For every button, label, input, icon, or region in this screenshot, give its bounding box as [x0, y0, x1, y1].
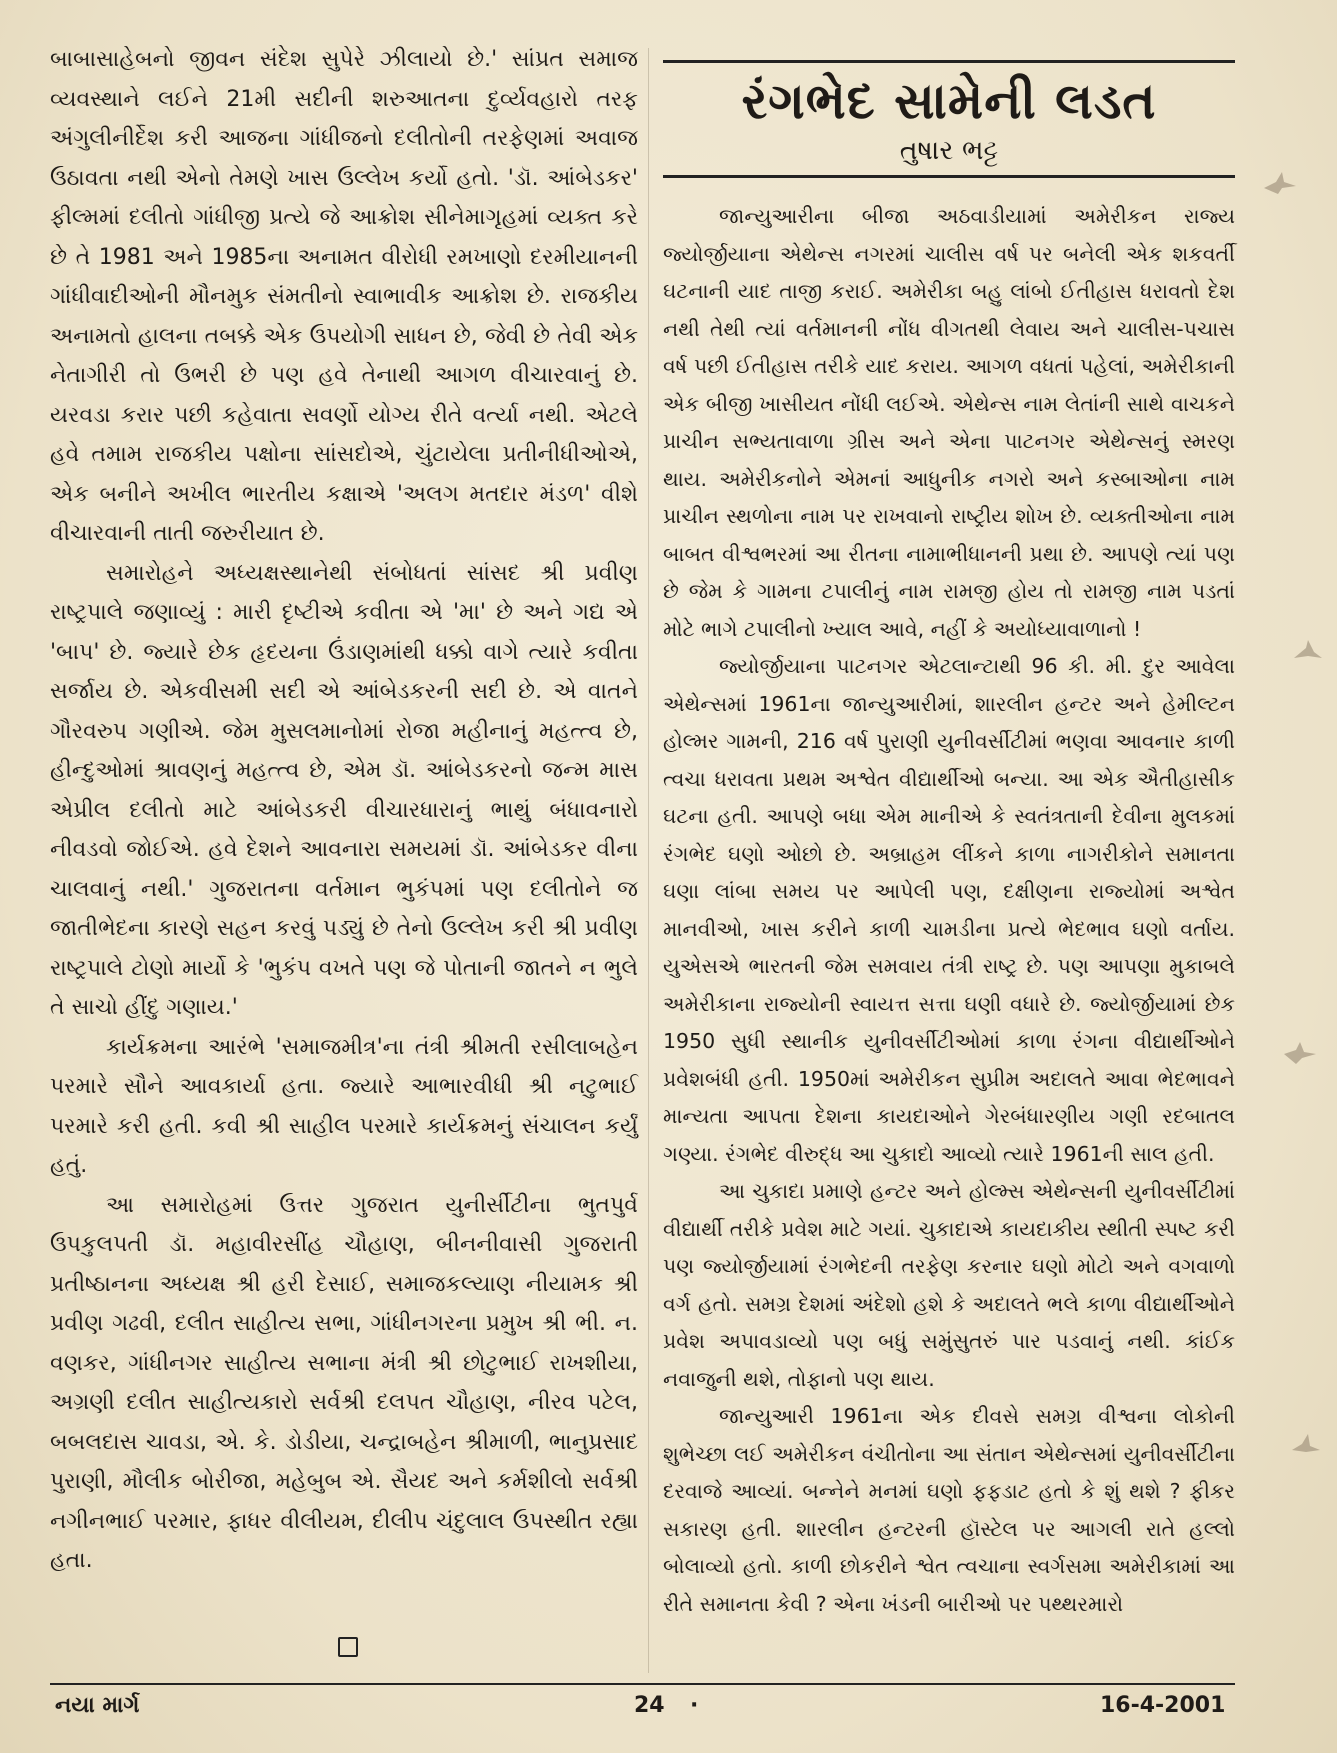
paper-tear-mark [1262, 170, 1298, 196]
article-headline: રંગભેદ સામેની લડત [741, 71, 1157, 130]
publication-name: નયા માર્ગ [55, 1693, 140, 1718]
left-paragraph-4: આ સમારોહમાં ઉત્તર ગુજરાત યુનીર્સીટીના ભુતપુર્વ ઉપકુલપતી ડૉ. મહાવીરસીંહ ચૌહાણ, બીનનીવાસી ગુજરાતી પ્રતીષ્ઠાનના અધ્યક્ષ શ્રી હરી દેસાઈ, સમાજકલ્યાણ નીયામક શ્રી પ્રવીણ ગઢવી, દલીત સાહીત્ય સભા, ગાંધીનગરના પ્રમુખ શ્રી ભી. ન. વણકર, ગાંધીનગર સાહીત્ય સભાના મંત્રી શ્રી છોટુભાઈ રાખશીયા, અગ્રણી દલીત સાહીત્યકારો સર્વશ્રી દલપત ચૌહાણ, નીરવ પટેલ, બબલદાસ ચાવડા, એ. કે. ડોડીયા, ચન્દ્રાબહેન શ્રીમાળી, ભાનુપ્રસાદ પુરાણી, મૌલીક બોરીજા, મહેબુબ એ. સૈયદ અને કર્મશીલો સર્વશ્રી નગીનભાઈ પરમાર, ફાધર વીલીયમ, દીલીપ ચંદુલાલ ઉપસ્થીત રહ્યા હતા. [50, 1192, 638, 1573]
issue-date: 16-4-2001 [1100, 1693, 1226, 1718]
headline-bottom-rule [663, 175, 1235, 178]
left-column [50, 40, 638, 1581]
paper-tear-mark [1282, 1040, 1318, 1066]
page-number: 24 [634, 1693, 665, 1718]
article-paragraph-3: આ ચુકાદા પ્રમાણે હન્ટર અને હોલ્મ્સ એથેન્સની યુનીવર્સીટીમાં વીદ્યાર્થી તરીકે પ્રવેશ માટે ગયાં. ચુકાદાએ કાયદાકીય સ્થીતી સ્પષ્ટ કરી પણ જ્યોર્જીયામાં રંગભેદની તરફેણ કરનાર ઘણો મોટો અને વગવાળો વર્ગ હતો. સમગ્ર દેશમાં અંદેશો હશે કે અદાલતે ભલે કાળા વીદ્યાર્થીઓને પ્રવેશ અપાવડાવ્યો પણ બધું સમુંસુતરું પાર પડવાનું નથી. કાંઈક નવાજુની થશે, તોફાનો પણ થાય. [663, 1179, 1235, 1391]
article-paragraph-4: જાન્યુઆરી 1961ના એક દીવસે સમગ્ર વીશ્વના લોકોની શુભેચ્છા લઈ અમેરીકન વંચીતોના આ સંતાન એથેન્સમાં યુનીવર્સીટીના દરવાજે આવ્યાં. બન્નેને મનમાં ઘણો ફફડાટ હતો કે શું થશે ? ફીકર સકારણ હતી. શારલીન હન્ટરની હૉસ્ટેલ પર આગલી રાતે હલ્લો બોલાવ્યો હતો. કાળી છોકરીને શ્વેત ત્વચાના સ્વર્ગસમા અમેરીકામાં આ રીતે સમાનતા કેવી ? એના ખંડની બારીઓ પર પથ્થરમારો [663, 1404, 1235, 1616]
left-paragraph-2: સમારોહને અધ્યક્ષસ્થાનેથી સંબોધતાં સાંસદ શ્રી પ્રવીણ રાષ્ટ્રપાલે જણાવ્યું : મારી દૃષ્ટીએ કવીતા એ 'મા' છે અને ગદ્ય એ 'બાપ' છે. જ્યારે છેક હૃદયના ઉંડાણમાંથી ધક્કો વાગે ત્યારે કવીતા સર્જાય છે. એકવીસમી સદી એ આંબેડકરની સદી છે. એ વાતને ગૌરવરુપ ગણીએ. જેમ મુસલમાનોમાં રોજા મહીનાનું મહત્ત્વ છે, હીન્દુઓમાં શ્રાવણનું મહત્ત્વ છે, એમ ડૉ. આંબેડકરનો જન્મ માસ એપ્રીલ દલીતો માટે આંબેડકરી વીચારધારાનું ભાથું બંધાવનારો નીવડવો જોઈએ. હવે દેશને આવનારા સમયમાં ડૉ. આંબેડકર વીના ચાલવાનું નથી.' ગુજરાતના વર્તમાન ભુકંપમાં પણ દલીતોને જ જાતીભેદના કારણે સહન કરવું પડ્યું છે તેનો ઉલ્લેખ કરી શ્રી પ્રવીણ રાષ્ટ્રપાલે ટોણો માર્યો કે 'ભુકંપ વખતે પણ જે પોતાની જાતને ન ભુલે તે સાચો હીંદુ ગણાય.' [50, 560, 638, 1020]
headline-top-rule [663, 60, 1235, 63]
footer-dot: · [690, 1693, 699, 1718]
article-byline: તુષાર ભટ્ટ [899, 135, 999, 166]
paper-tear-mark [1290, 638, 1326, 664]
left-paragraph-3: કાર્યક્રમના આરંભે 'સમાજમીત્ર'ના તંત્રી શ્રીમતી રસીલાબહેન પરમારે સૌને આવકાર્યા હતા. જ્યારે આભારવીધી શ્રી નટુભાઈ પરમારે કરી હતી. કવી શ્રી સાહીલ પરમારે કાર્યક્રમનું સંચાલન કર્યું હતું. [50, 1034, 638, 1178]
left-paragraph-1: બાબાસાહેબનો જીવન સંદેશ સુપેરે ઝીલાયો છે.' સાંપ્રત સમાજ વ્યવસ્થાને લઈને 21મી સદીની શરુઆતના દુર્વ્યવહારો તરફ અંગુલીનીર્દેશ કરી આજના ગાંધીજનો દલીતોની તરફેણમાં અવાજ ઉઠાવતા નથી એનો તેમણે ખાસ ઉલ્લેખ કર્યો હતો. 'ડૉ. આંબેડકર' ફીલ્મમાં દલીતો ગાંધીજી પ્રત્યે જે આક્રોશ સીનેમાગૃહમાં વ્યક્ત કરે છે તે 1981 અને 1985ના અનામત વીરોધી રમખાણો દરમીયાનની ગાંધીવાદીઓની મૌનમુક સંમતીનો સ્વાભાવીક આક્રોશ છે. રાજકીય અનામતો હાલના તબક્કે એક ઉપયોગી સાધન છે, જેવી છે તેવી એક નેતાગીરી તો ઉભરી છે પણ હવે તેનાથી આગળ વીચારવાનું છે. યરવડા કરાર પછી કહેવાતા સવર્ણો યોગ્ય રીતે વર્ત્યા નથી. એટલે હવે તમામ રાજકીય પક્ષોના સાંસદોએ, ચુંટાયેલા પ્રતીનીધીઓએ, એક બનીને અખીલ ભારતીય કક્ષાએ 'અલગ મતદાર મંડળ' વીશે વીચારવાની તાતી જરુરીયાત છે. [50, 47, 638, 546]
column-divider [648, 48, 649, 1673]
article-paragraph-1: જાન્યુઆરીના બીજા અઠવાડીયામાં અમેરીકન રાજ્ય જ્યોર્જીયાના એથેન્સ નગરમાં ચાલીસ વર્ષ પર બનેલી એક શકવર્તી ઘટનાની યાદ તાજી કરાઈ. અમેરીકા બહુ લાંબો ઈતીહાસ ધરાવતો દેશ નથી તેથી ત્યાં વર્તમાનની નોંધ વીગતથી લેવાય અને ચાલીસ-પચાસ વર્ષ પછી ઈતીહાસ તરીકે યાદ કરાય. આગળ વધતાં પહેલાં, અમેરીકાની એક બીજી ખાસીયત નોંધી લઈએ. એથેન્સ નામ લેતાંની સાથે વાચકને પ્રાચીન સભ્યતાવાળા ગ્રીસ અને એના પાટનગર એથેન્સનું સ્મરણ થાય. અમેરીકનોને એમનાં આધુનીક નગરો અને કસ્બાઓના નામ પ્રાચીન સ્થળોના નામ પર રાખવાનો રાષ્ટ્રીય શોખ છે. વ્યક્તીઓના નામ બાબત વીશ્વભરમાં આ રીતના નામાભીધાનની પ્રથા છે. આપણે ત્યાં પણ છે જેમ કે ગામના ટપાલીનું નામ રામજી હોય તો રામજી નામ પડતાં મોટે ભાગે ટપાલીનો ખ્યાલ આવે, નહીં કે અયોધ્યાવાળાનો ! [663, 204, 1235, 641]
footer-rule [50, 1683, 1235, 1685]
end-of-article-mark [338, 1637, 358, 1657]
article-body [663, 198, 1235, 1623]
right-column [663, 40, 1235, 1623]
article-paragraph-2: જ્યોર્જીયાના પાટનગર એટલાન્ટાથી 96 કી. મી. દુર આવેલા એથેન્સમાં 1961ના જાન્યુઆરીમાં, શારલીન હન્ટર અને હેમીલ્ટન હોલ્મર ગામની, 216 વર્ષ પુરાણી યુનીવર્સીટીમાં ભણવા આવનાર કાળી ત્વચા ધરાવતા પ્રથમ અશ્વેત વીદ્યાર્થીઓ બન્યા. આ એક ઐતીહાસીક ઘટના હતી. આપણે બધા એમ માનીએ કે સ્વતંત્રતાની દેવીના મુલકમાં રંગભેદ ઘણો ઓછો છે. અબ્રાહમ લીંકને કાળા નાગરીકોને સમાનતા ઘણા લાંબા સમય પર આપેલી પણ, દક્ષીણના રાજ્યોમાં અશ્વેત માનવીઓ, ખાસ કરીને કાળી ચામડીના પ્રત્યે ભેદભાવ ઘણો વર્તાય. યુએસએ ભારતની જેમ સમવાય તંત્રી રાષ્ટ્ર છે. પણ આપણા મુકાબલે અમેરીકાના રાજ્યોની સ્વાયત્ત સત્તા ઘણી વધારે છે. જ્યોર્જીયામાં છેક 1950 સુધી સ્થાનીક યુનીવર્સીટીઓમાં કાળા રંગના વીદ્યાર્થીઓને પ્રવેશબંધી હતી. 1950માં અમેરીકન સુપ્રીમ અદાલતે આવા ભેદભાવને માન્યતા આપતા દેશના કાયદાઓને ગેરબંધારણીય ગણી રદબાતલ ગણ્યા. રંગભેદ વીરુદ્ધ આ ચુકાદો આવ્યો ત્યારે 1961ની સાલ હતી. [663, 654, 1235, 1166]
paper-tear-mark [1288, 1432, 1324, 1458]
